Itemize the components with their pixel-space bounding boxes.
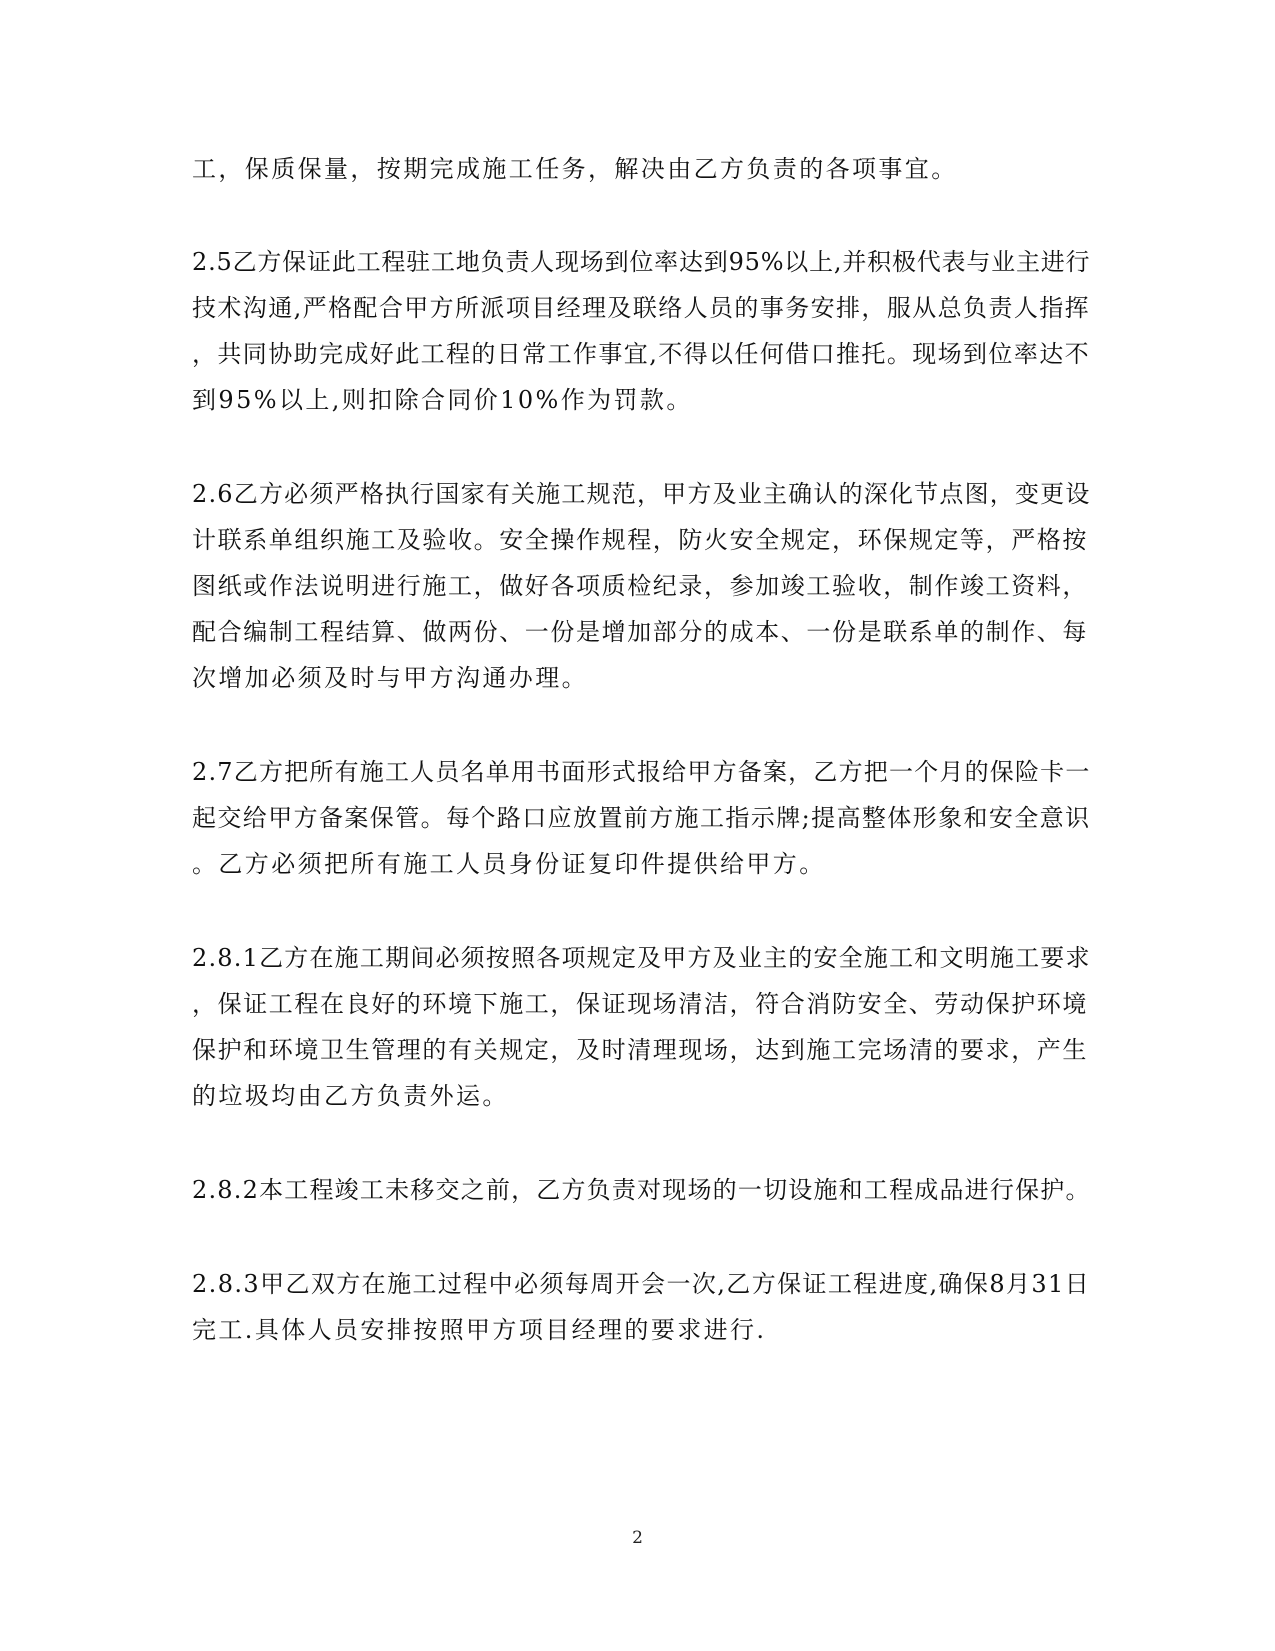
- paragraph-line: 2.8.2本工程竣工未移交之前，乙方负责对现场的一切设施和工程成品进行保护。: [192, 1176, 1091, 1204]
- paragraph-line: 工，保质保量，按期完成施工任务，解决由乙方负责的各项事宜。: [192, 155, 958, 183]
- paragraph-line: 完工.具体人员安排按照甲方项目经理的要求进行.: [192, 1316, 767, 1344]
- paragraph-line: 2.8.3甲乙双方在施工过程中必须每周开会一次,乙方保证工程进度,确保8月31日: [192, 1270, 1091, 1298]
- paragraph-line: 起交给甲方备案保管。每个路口应放置前方施工指示牌;提高整体形象和安全意识: [192, 804, 1091, 832]
- paragraph-line: 计联系单组织施工及验收。安全操作规程，防火安全规定，环保规定等，严格按: [192, 526, 1088, 554]
- paragraph-line: 2.7乙方把所有施工人员名单用书面形式报给甲方备案，乙方把一个月的保险卡一: [192, 758, 1091, 786]
- paragraph-line: 配合编制工程结算、做两份、一份是增加部分的成本、一份是联系单的制作、每: [192, 618, 1088, 646]
- paragraph-line: 到95%以上,则扣除合同价10%作为罚款。: [192, 386, 693, 414]
- paragraph-line: 技术沟通,严格配合甲方所派项目经理及联络人员的事务安排，服从总负责人指挥: [192, 294, 1091, 322]
- paragraph-line: 次增加必须及时与甲方沟通办理。: [192, 664, 588, 692]
- paragraph-line: 2.6乙方必须严格执行国家有关施工规范，甲方及业主确认的深化节点图，变更设: [192, 480, 1091, 508]
- paragraph-line: 图纸或作法说明进行施工，做好各项质检纪录，参加竣工验收，制作竣工资料，: [192, 572, 1088, 600]
- paragraph-line: 的垃圾均由乙方负责外运。: [192, 1082, 509, 1110]
- paragraph-line: ，保证工程在良好的环境下施工，保证现场清洁，符合消防安全、劳动保护环境: [192, 990, 1088, 1018]
- paragraph-line: 保护和环境卫生管理的有关规定，及时清理现场，达到施工完场清的要求，产生: [192, 1036, 1088, 1064]
- paragraph-line: 2.5乙方保证此工程驻工地负责人现场到位率达到95%以上,并积极代表与业主进行: [192, 248, 1091, 276]
- paragraph-line: 。乙方必须把所有施工人员身份证复印件提供给甲方。: [192, 850, 826, 878]
- page-number: 2: [632, 1528, 643, 1548]
- paragraph-line: 2.8.1乙方在施工期间必须按照各项规定及甲方及业主的安全施工和文明施工要求: [192, 944, 1091, 972]
- paragraph-line: ，共同协助完成好此工程的日常工作事宜,不得以任何借口推托。现场到位率达不: [192, 340, 1091, 368]
